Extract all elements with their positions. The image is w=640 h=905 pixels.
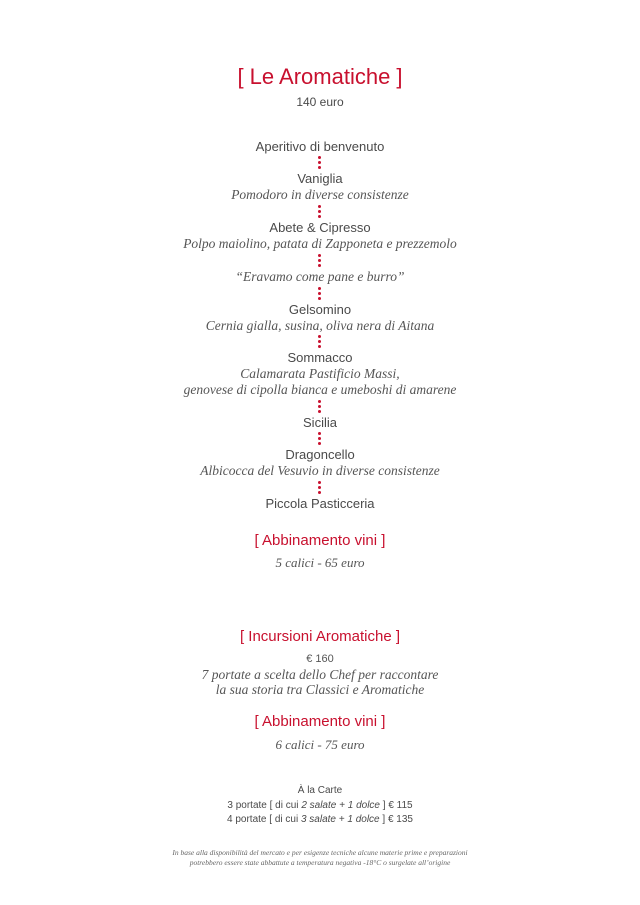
course-name: Dragoncello xyxy=(285,447,355,462)
alacarte-row xyxy=(0,800,640,811)
course-name: Vaniglia xyxy=(297,171,343,186)
course-description: genovese di cipolla bianca e umeboshi di amarene xyxy=(183,382,457,397)
course-description: Albicocca del Vesuvio in diverse consistenze xyxy=(200,463,440,478)
dot-separator xyxy=(318,156,322,169)
wine-pairing-text: 6 calici - 75 euro xyxy=(275,737,365,752)
course-description: Pomodoro in diverse consistenze xyxy=(231,187,409,202)
alacarte-row-text: 4 portate [ di cui xyxy=(227,814,301,825)
course-name: Abete & Cipresso xyxy=(269,220,371,235)
alacarte-row xyxy=(0,814,640,825)
course-name: Piccola Pasticceria xyxy=(265,496,375,511)
alacarte-row-price: ] € 115 xyxy=(379,800,413,811)
alacarte-row-text: 3 portate [ di cui xyxy=(227,800,302,811)
course-name: Gelsomino xyxy=(288,302,352,317)
wine-pairing-text: 5 calici - 65 euro xyxy=(275,555,365,570)
course-name: Sommacco xyxy=(287,350,353,365)
dot-separator xyxy=(318,287,322,300)
dot-separator xyxy=(318,400,322,413)
alacarte-title: À la Carte xyxy=(297,785,343,796)
course-description: Polpo maiolino, patata di Zapponeta e prezzemolo xyxy=(183,236,457,251)
alacarte-row-price: ] € 135 xyxy=(379,814,413,825)
incursioni-price: € 160 xyxy=(306,653,334,665)
incursioni-description: la sua storia tra Classici e Aromatiche xyxy=(215,682,425,697)
alacarte-row-detail: 2 salate + 1 dolce xyxy=(301,800,380,811)
course-name: Aperitivo di benvenuto xyxy=(255,139,385,154)
course-quote: “Eravamo come pane e burro” xyxy=(235,269,405,284)
wine-pairing-title: [ Abbinamento vini ] xyxy=(254,532,386,549)
footnote: potrebbero essere state abbattute a temperatura negativa -18°C o surgelate all’origine xyxy=(189,858,451,867)
dot-separator xyxy=(318,254,322,267)
dot-separator xyxy=(318,335,322,348)
alacarte-row-detail: 3 salate + 1 dolce xyxy=(300,814,380,825)
course-description: Cernia gialla, susina, oliva nera di Aitana xyxy=(205,318,435,333)
incursioni-description: 7 portate a scelta dello Chef per raccontare xyxy=(201,667,439,682)
dot-separator xyxy=(318,481,322,494)
footnote: In base alla disponibilità del mercato e per esigenze tecniche alcune materie prime e preparazioni xyxy=(172,848,468,857)
wine-pairing-title: [ Abbinamento vini ] xyxy=(254,713,386,730)
menu-title: [ Le Aromatiche ] xyxy=(237,64,403,89)
dot-separator xyxy=(318,205,322,218)
course-description: Calamarata Pastificio Massi, xyxy=(240,366,400,381)
menu-price: 140 euro xyxy=(296,95,344,109)
course-name: Sicilia xyxy=(303,415,337,430)
incursioni-title: [ Incursioni Aromatiche ] xyxy=(239,628,401,645)
dot-separator xyxy=(318,432,322,445)
